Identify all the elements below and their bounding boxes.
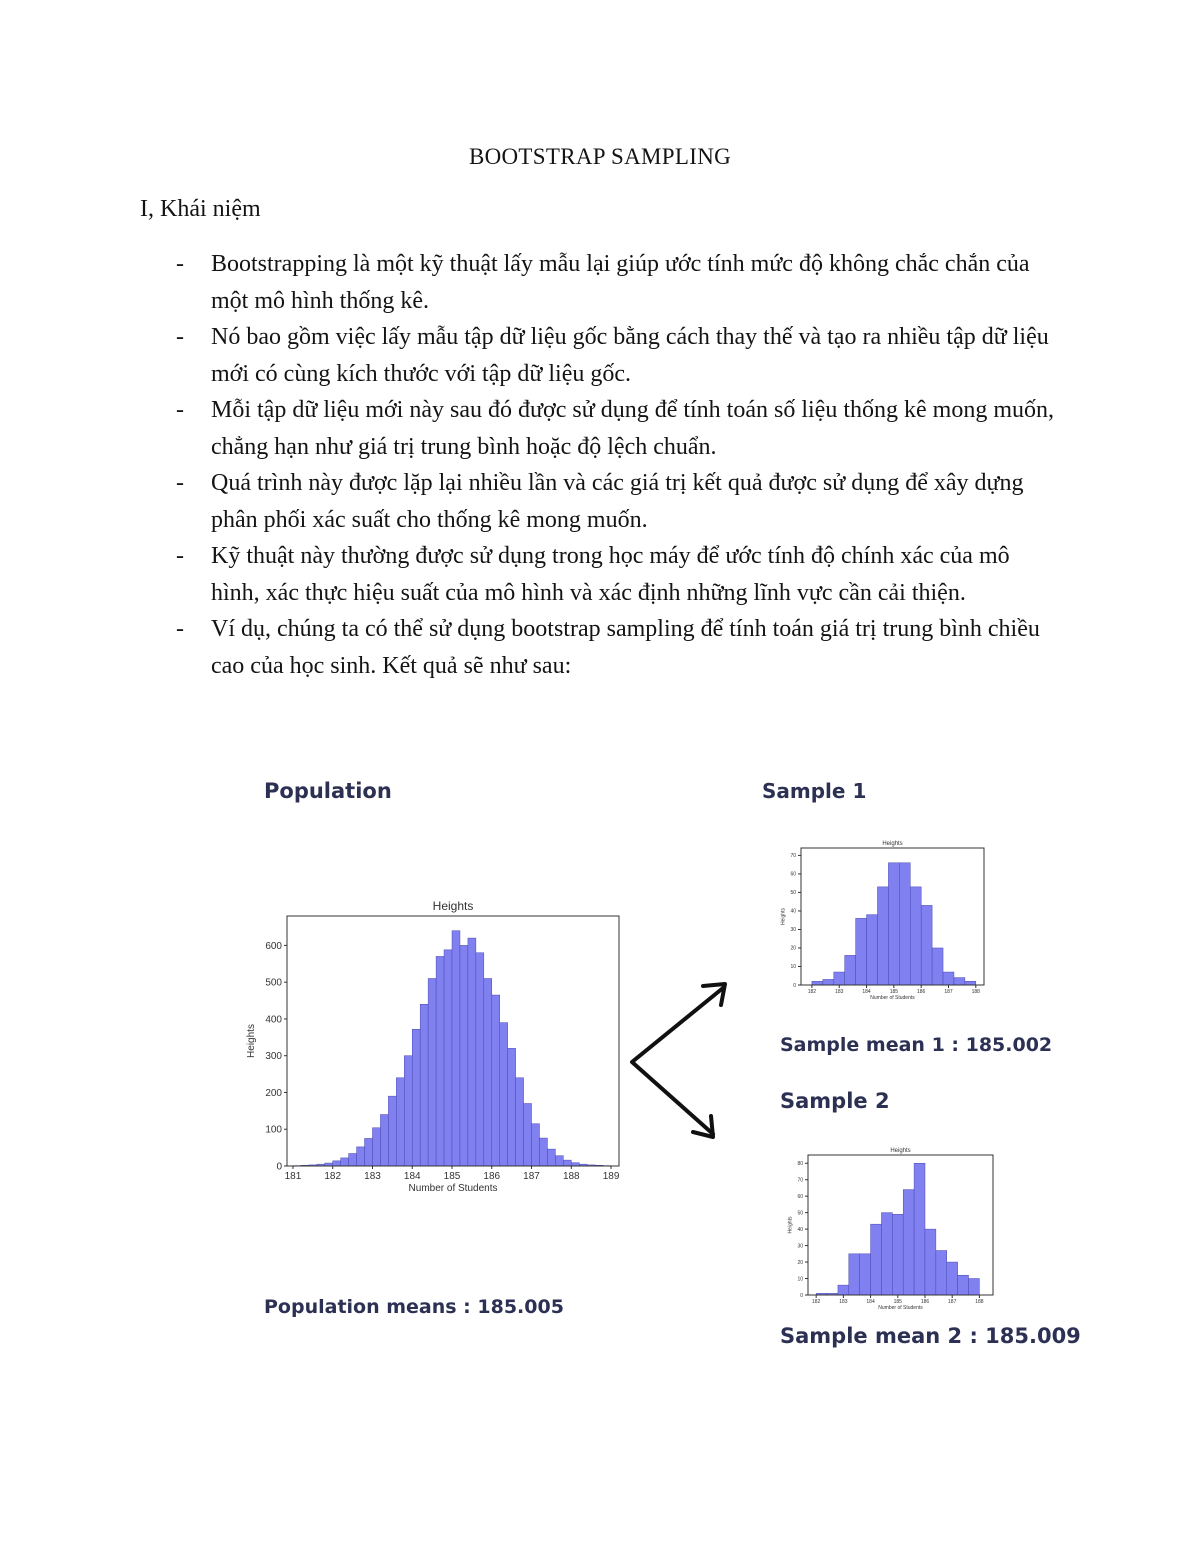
chart-title: Heights xyxy=(890,1148,911,1154)
histogram-bar xyxy=(823,979,834,985)
x-tick-label: 183 xyxy=(364,1171,381,1182)
x-tick-label: 185 xyxy=(893,1299,902,1305)
histogram-bar xyxy=(357,1147,365,1166)
x-tick-label: 188 xyxy=(971,989,980,995)
histogram-bar xyxy=(579,1164,587,1166)
histogram-bar xyxy=(595,1165,603,1166)
sample2-mean-label: Sample mean 2 : 185.009 xyxy=(780,1324,1081,1348)
bullet-item xyxy=(0,246,1063,319)
y-tick-label: 0 xyxy=(793,982,796,989)
y-tick-label: 400 xyxy=(265,1014,282,1026)
histogram-bar xyxy=(301,1165,309,1166)
histogram-bar xyxy=(476,953,484,1166)
population-mean-label: Population means : 185.005 xyxy=(264,1296,564,1318)
x-tick-label: 182 xyxy=(807,989,817,995)
histogram-bar xyxy=(309,1165,317,1166)
bullet-item xyxy=(0,319,1063,392)
y-tick-label: 30 xyxy=(790,927,796,934)
x-tick-label: 185 xyxy=(443,1171,461,1182)
concept-bullet-list xyxy=(0,246,1200,684)
bullet-item xyxy=(0,465,1063,538)
histogram-bar xyxy=(500,1023,508,1166)
histogram-bar xyxy=(380,1115,388,1166)
histogram-bar xyxy=(899,863,910,985)
histogram-bar xyxy=(404,1056,412,1166)
histogram-bar xyxy=(547,1149,555,1166)
document-title: BOOTSTRAP SAMPLING xyxy=(468,144,732,169)
section-heading: I, Khái niệm xyxy=(140,196,261,222)
histogram-bar xyxy=(444,950,452,1166)
x-tick-label: 184 xyxy=(866,1299,875,1305)
bullet-item xyxy=(0,392,1063,465)
plot-frame xyxy=(287,916,619,1166)
x-tick-label: 186 xyxy=(920,1299,930,1305)
histogram-bar xyxy=(877,887,888,985)
x-tick-label: 184 xyxy=(862,989,871,995)
histogram-bar xyxy=(958,1275,969,1295)
histogram-bar xyxy=(871,1224,882,1295)
bullet-item xyxy=(0,538,1063,611)
histogram-bar xyxy=(947,1262,958,1295)
y-axis-label: Heights xyxy=(780,908,787,925)
bullet-text: Quá trình này được lặp lại nhiều lần và các giá trị kết quả được sử dụng để xây dựng phân phối xác suất cho thống kê mong muốn. xyxy=(211,470,1024,533)
y-axis-label: Heights xyxy=(246,1024,257,1058)
histogram-bar xyxy=(420,1004,428,1166)
plot-frame xyxy=(808,1155,993,1295)
histogram-bar xyxy=(539,1138,547,1166)
y-tick-label: 0 xyxy=(276,1161,282,1173)
bullet-dash: - xyxy=(176,616,184,642)
histogram-bar xyxy=(914,1163,925,1295)
histogram-bar xyxy=(856,918,867,985)
bullet-text: Kỹ thuật này thường được sử dụng trong học máy để ước tính độ chính xác của mô hình, xác thực hiệu suất của mô hình và xác định những lĩnh vực cần cải thiện. xyxy=(211,543,1010,606)
histogram-bar xyxy=(860,1254,871,1295)
x-tick-label: 188 xyxy=(562,1171,580,1182)
y-tick-label: 10 xyxy=(797,1276,803,1283)
y-tick-label: 60 xyxy=(790,871,796,878)
bootstrap-arrows xyxy=(632,984,725,1137)
x-tick-label: 186 xyxy=(483,1171,501,1182)
y-tick-label: 80 xyxy=(797,1160,803,1167)
chart-title: Heights xyxy=(882,841,903,847)
y-tick-label: 60 xyxy=(797,1193,803,1200)
y-axis-label: Heights xyxy=(787,1216,794,1234)
histogram-bar xyxy=(516,1078,524,1166)
histogram-bar xyxy=(827,1293,838,1295)
histogram-bar xyxy=(524,1104,532,1167)
histogram-bar xyxy=(969,1279,980,1295)
x-tick-label: 189 xyxy=(602,1171,620,1182)
x-axis-label: Number of Students xyxy=(878,1305,923,1311)
histogram-bar xyxy=(532,1124,540,1166)
histogram-bar xyxy=(888,863,899,985)
histogram-bar xyxy=(903,1190,914,1295)
x-tick-label: 186 xyxy=(917,989,926,995)
bullet-dash: - xyxy=(176,324,184,350)
histogram-bar xyxy=(349,1154,357,1167)
split-arrow-path xyxy=(632,988,723,1134)
y-tick-label: 300 xyxy=(265,1051,282,1063)
histogram-bar xyxy=(816,1293,827,1295)
histogram-bar xyxy=(881,1213,892,1295)
y-tick-label: 30 xyxy=(797,1243,803,1250)
x-tick-label: 188 xyxy=(975,1299,984,1305)
histogram-bar xyxy=(341,1158,349,1166)
x-tick-label: 185 xyxy=(889,989,899,995)
y-tick-label: 20 xyxy=(790,945,796,952)
bullet-text: Nó bao gồm việc lấy mẫu tập dữ liệu gốc bằng cách thay thế và tạo ra nhiều tập dữ liệu mới có cùng kích thước với tập dữ liệu gốc. xyxy=(211,324,1049,387)
y-tick-label: 50 xyxy=(790,890,796,897)
y-tick-label: 70 xyxy=(797,1177,803,1184)
x-tick-label: 183 xyxy=(835,989,844,995)
x-tick-label: 181 xyxy=(284,1171,302,1182)
x-axis-label: Number of Students xyxy=(408,1183,498,1194)
histogram-bar xyxy=(925,1229,936,1295)
population-histogram xyxy=(246,899,620,1194)
bullet-dash: - xyxy=(176,543,184,569)
histogram-bar xyxy=(563,1160,571,1166)
histogram-bar xyxy=(333,1161,341,1166)
y-tick-label: 20 xyxy=(797,1259,803,1266)
histogram-bar xyxy=(428,979,436,1167)
histogram-bar xyxy=(468,938,476,1166)
histogram-bar xyxy=(372,1128,380,1166)
histogram-bar xyxy=(412,1029,420,1166)
bullet-dash: - xyxy=(176,397,184,423)
x-tick-label: 182 xyxy=(324,1171,342,1182)
histogram-bar xyxy=(932,948,943,985)
histogram-bar xyxy=(910,887,921,985)
bullet-dash: - xyxy=(176,251,184,277)
histogram-bar xyxy=(936,1251,947,1295)
bullet-text: Ví dụ, chúng ta có thể sử dụng bootstrap sampling để tính toán giá trị trung bình chiều cao của học sinh. Kết quả sẽ như sau: xyxy=(211,616,1040,679)
histogram-bar xyxy=(484,979,492,1167)
y-tick-label: 40 xyxy=(790,908,796,915)
histogram-bar xyxy=(892,1214,903,1295)
bullet-dash: - xyxy=(176,470,184,496)
histogram-bar xyxy=(943,972,954,985)
sample2-histogram xyxy=(788,1148,994,1311)
bullet-text: Mỗi tập dữ liệu mới này sau đó được sử dụng để tính toán số liệu thống kê mong muốn, chẳng hạn như giá trị trung bình hoặc độ lệch chuẩn. xyxy=(211,397,1054,460)
sample1-mean-label: Sample mean 1 : 185.002 xyxy=(780,1034,1053,1056)
x-tick-label: 183 xyxy=(839,1299,848,1305)
histogram-bar xyxy=(555,1156,563,1166)
y-tick-label: 100 xyxy=(265,1124,282,1136)
histogram-bar xyxy=(921,905,932,985)
histogram-bar xyxy=(492,995,500,1166)
x-tick-label: 187 xyxy=(948,1299,957,1305)
bullet-text: Bootstrapping là một kỹ thuật lấy mẫu lại giúp ước tính mức độ không chắc chắn của một mô hình thống kê. xyxy=(211,251,1030,314)
histogram-bar xyxy=(867,915,878,985)
histogram-bar xyxy=(587,1165,595,1166)
arrow-head-up-icon xyxy=(703,984,725,1005)
y-tick-label: 200 xyxy=(265,1087,282,1099)
y-tick-label: 70 xyxy=(790,853,796,860)
y-tick-label: 50 xyxy=(797,1210,803,1217)
histogram-bar xyxy=(838,1285,849,1295)
sample1-label: Sample 1 xyxy=(762,779,867,803)
histogram-bar xyxy=(396,1078,404,1166)
histogram-bar xyxy=(508,1048,516,1166)
histogram-bar xyxy=(954,978,965,985)
y-tick-label: 500 xyxy=(265,977,282,989)
x-tick-label: 182 xyxy=(811,1299,821,1305)
histogram-bar xyxy=(452,931,460,1166)
histogram-bar xyxy=(571,1163,579,1166)
y-tick-label: 40 xyxy=(797,1226,803,1233)
histogram-bar xyxy=(388,1096,396,1166)
histogram-bar xyxy=(436,956,444,1166)
histogram-bar xyxy=(834,972,845,985)
histogram-bar xyxy=(849,1254,860,1295)
bullet-item xyxy=(0,611,1063,684)
x-axis-label: Number of Students xyxy=(870,995,915,1001)
plot-frame xyxy=(801,848,984,985)
x-tick-label: 184 xyxy=(403,1171,421,1182)
histogram-bar xyxy=(325,1163,333,1166)
y-tick-label: 10 xyxy=(790,964,796,971)
x-tick-label: 187 xyxy=(944,989,953,995)
histogram-bar xyxy=(845,955,856,985)
histogram-bar xyxy=(965,981,976,985)
histogram-bar xyxy=(460,945,468,1166)
y-tick-label: 0 xyxy=(800,1292,803,1299)
y-tick-label: 600 xyxy=(265,940,282,952)
sample1-histogram xyxy=(781,841,985,1001)
arrow-head-down-icon xyxy=(693,1116,713,1137)
population-label: Population xyxy=(264,779,392,803)
sample2-label: Sample 2 xyxy=(780,1089,890,1113)
histogram-bar xyxy=(317,1164,325,1166)
histogram-bar xyxy=(812,981,823,985)
histogram-bar xyxy=(365,1138,373,1166)
chart-title: Heights xyxy=(432,899,474,913)
x-tick-label: 187 xyxy=(523,1171,540,1182)
